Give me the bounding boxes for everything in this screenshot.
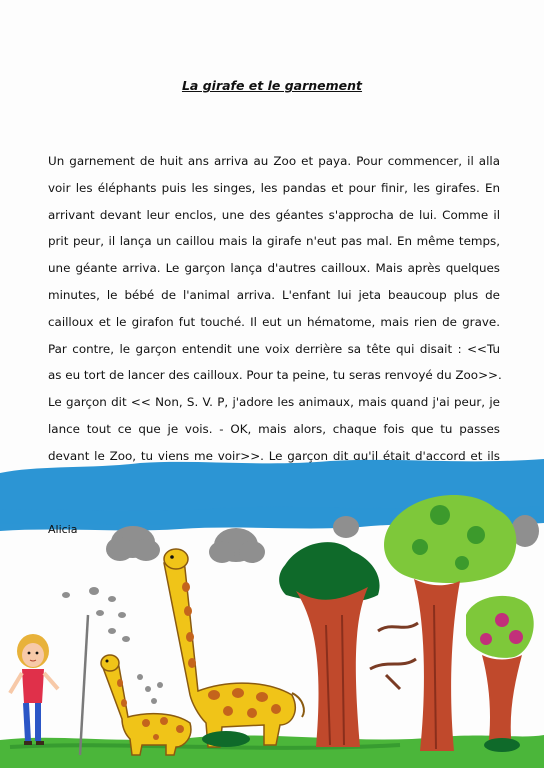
boy-figure — [10, 634, 58, 743]
cloud-icon — [209, 528, 265, 563]
story-line: devant le Zoo, tu viens me voir>>. Le garçon dit qu'il était d'accord et ils — [48, 448, 500, 463]
child-drawing — [0, 455, 544, 768]
story-line: cailloux et le girafon fut touché. Il eut un hématome, mais rien de grave. — [48, 314, 500, 329]
story-line: arrivant devant leur enclos, une des géantes s'approcha de lui. Comme il — [48, 207, 500, 222]
story-line: voir les éléphants puis les singes, les pandas et pour finir, les girafes. En — [48, 180, 500, 195]
story-line: Par contre, le garçon entendit une voix derrière sa tête qui disait : <<Tu — [48, 341, 500, 356]
story-line: prit peur, il lança un caillou mais la girafe n'eut pas mal. En même temps, — [48, 234, 500, 249]
story-line: minutes, le bébé de l'animal arriva. L'enfant lui jeta beaucoup plus de — [48, 287, 500, 302]
story-line: Un garnement de huit ans arriva au Zoo et paya. Pour commencer, il alla — [48, 154, 500, 168]
fence-post — [80, 615, 88, 755]
story-text — [48, 148, 500, 496]
story-line: Le garçon dit << Non, S. V. P, j'adore les animaux, mais quand j'ai peur, je — [48, 395, 500, 410]
tree — [466, 596, 534, 749]
story-line: une géante arriva. Le garçon lança d'autres cailloux. Mais après quelques — [48, 261, 500, 276]
story-line: lance tout ce que je vois. - OK, mais alors, chaque fois que tu passes — [48, 421, 500, 436]
story-line: as eu tort de lancer des cailloux. Pour ta peine, tu seras renvoyé du Zoo>>. — [48, 368, 502, 383]
cloud-icon — [106, 526, 160, 561]
cloud-icon — [333, 516, 359, 538]
branch — [370, 623, 418, 689]
author-signature: Alicia — [48, 523, 78, 536]
story-title: La girafe et le garnement — [181, 78, 363, 93]
